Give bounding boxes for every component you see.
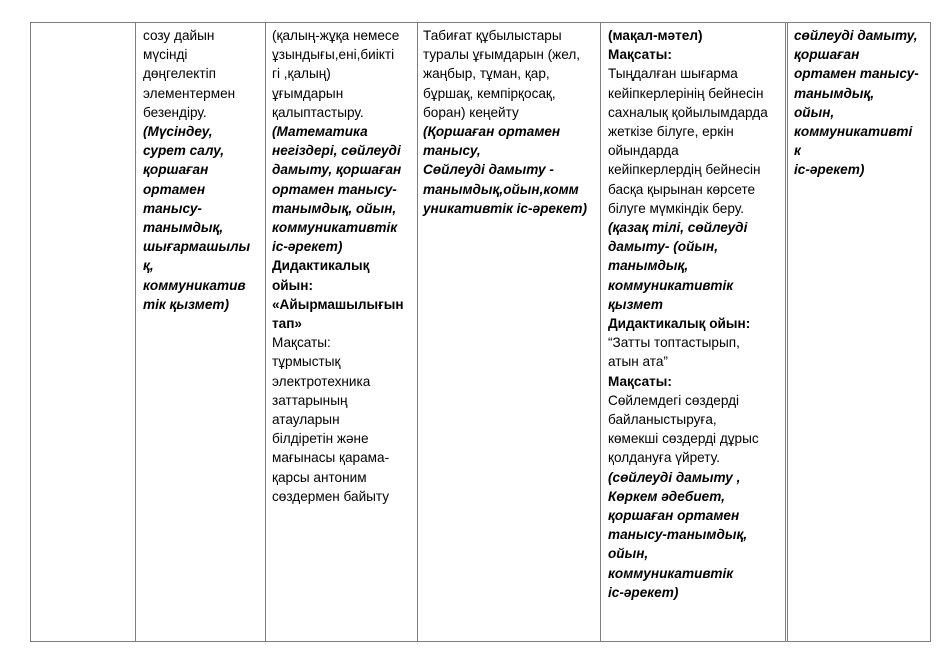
cell-line: қоршаған: [143, 162, 209, 178]
cell-line: коммуникатив: [143, 277, 246, 293]
cell-line: бұршақ, кемпірқосақ,: [423, 85, 556, 101]
cell-line: шығармашылы: [143, 239, 251, 255]
cell-line: Дидактикалық ойын:: [608, 316, 751, 332]
cell-text: [423, 26, 597, 218]
cell-line: ортамен танысу-: [794, 66, 919, 82]
cell-line: тұрмыстық: [272, 354, 341, 370]
cell-line: ұзындығы,ені,биікті: [272, 47, 395, 63]
plan-table: [30, 22, 931, 642]
cell-line: кейіпкерлерінің бейнесін: [608, 85, 764, 101]
cell-line: Табиғат құбылыстары: [423, 28, 562, 43]
cell-line: танымдық,: [608, 258, 689, 274]
table-cell-col-6: [785, 23, 932, 641]
cell-line: іс-әрекет): [794, 162, 865, 178]
cell-line: қ,: [143, 258, 154, 274]
cell-text: [272, 26, 414, 506]
cell-line: Мақсаты:: [608, 47, 672, 63]
cell-line: Сөйлеуді дамыту -: [423, 162, 554, 178]
cell-line: ортамен танысу-: [272, 181, 397, 197]
cell-line: танымдық,ойын,комм: [423, 181, 579, 197]
cell-line: коммуникативтік: [608, 277, 734, 293]
cell-line: қарсы антоним: [272, 469, 367, 485]
cell-line: (қазақ тілі, сөйлеуді: [608, 220, 748, 236]
cell-line: сөйлеуді дамыту,: [794, 28, 918, 43]
cell-line: (сөйлеуді дамыту ,: [608, 469, 741, 485]
cell-line: іс-әрекет): [608, 584, 679, 600]
cell-line: байланыстыруға,: [608, 412, 717, 428]
cell-line: «Айырмашылығын: [272, 296, 404, 312]
cell-line: туралы ұғымдарын (жел,: [423, 47, 581, 63]
cell-line: ойын:: [272, 277, 314, 293]
cell-text: [794, 26, 929, 180]
cell-line: ойын,: [794, 104, 835, 120]
cell-line: танысу-: [143, 200, 202, 216]
cell-line: танымдық,: [143, 220, 224, 236]
cell-line: заттарының: [272, 392, 348, 408]
cell-line: (мақал-мәтел): [608, 28, 703, 43]
cell-line: уникативтік іс-әрекет): [423, 200, 587, 216]
cell-line: жеткізе білуге, еркін: [608, 124, 734, 140]
cell-line: Мақсаты:: [608, 373, 672, 389]
table-cell-col-4: [417, 23, 600, 641]
cell-line: танысу,: [423, 143, 481, 159]
cell-line: коммуникативтік: [608, 565, 734, 581]
cell-line: жаңбыр, тұман, қар,: [423, 66, 550, 82]
cell-line: атауларын: [272, 412, 340, 428]
cell-line: сурет салу,: [143, 143, 225, 159]
cell-line: (қалың-жұқа немесе: [272, 28, 400, 43]
cell-line: қолдануға үйрету.: [608, 450, 720, 466]
cell-line: созу дайын: [143, 28, 215, 43]
cell-line: атын ата”: [608, 354, 668, 370]
cell-line: қоршаған: [794, 47, 860, 63]
cell-line: танымдық,: [794, 85, 875, 101]
table-cell-col-5: [600, 23, 785, 641]
cell-line: сахналық қойылымдарда: [608, 104, 768, 120]
cell-line: сөздермен байыту: [272, 488, 390, 504]
cell-line: білдіретін және: [272, 431, 369, 447]
cell-text: [608, 26, 782, 602]
cell-line: дөңгелектіп: [143, 66, 216, 82]
cell-line: ойын,: [608, 546, 649, 562]
cell-line: Көркем әдебиет,: [608, 488, 725, 504]
cell-line: кейіпкерлердің бейнесін: [608, 162, 761, 178]
cell-line: боран) кеңейту: [423, 104, 519, 120]
cell-line: білуге мүмкіндік беру.: [608, 200, 744, 216]
cell-line: танысу-танымдық,: [608, 527, 748, 543]
cell-line: электротехника: [272, 373, 371, 389]
cell-line: к: [794, 143, 801, 159]
table-cell-col-1: [31, 23, 135, 641]
cell-line: іс-әрекет): [272, 239, 343, 255]
cell-line: дамыту, қоршаған: [272, 162, 402, 178]
cell-line: коммуникативті: [794, 124, 913, 140]
cell-line: элементермен: [143, 85, 236, 101]
cell-line: тап»: [272, 316, 302, 332]
cell-line: қалыптастыру.: [272, 104, 364, 120]
cell-line: мағынасы қарама-: [272, 450, 390, 466]
cell-line: қызмет: [608, 296, 663, 312]
cell-line: Мақсаты:: [272, 335, 331, 351]
cell-line: негіздері, сөйлеуді: [272, 143, 401, 159]
cell-line: танымдық, ойын,: [272, 200, 397, 216]
cell-line: Тыңдалған шығарма: [608, 66, 738, 82]
cell-text: [143, 26, 262, 314]
cell-line: қоршаған ортамен: [608, 508, 740, 524]
cell-line: (Қоршаған ортамен: [423, 124, 561, 140]
cell-line: ортамен: [143, 181, 206, 197]
cell-line: дамыту- (ойын,: [608, 239, 718, 255]
cell-line: гі ,қалың): [272, 66, 331, 82]
cell-line: басқа қырынан көрсете: [608, 181, 756, 197]
cell-line: тік қызмет): [143, 296, 230, 312]
cell-line: безендіру.: [143, 104, 207, 120]
cell-line: (Математика: [272, 124, 368, 140]
cell-line: көмекші сөздерді дұрыс: [608, 431, 759, 447]
cell-line: мүсінді: [143, 47, 188, 63]
cell-line: “Затты топтастырып,: [608, 335, 740, 351]
cell-line: Сөйлемдегі сөздерді: [608, 392, 740, 408]
cell-line: ұғымдарын: [272, 85, 344, 101]
cell-line: коммуникативтік: [272, 220, 398, 236]
cell-line: ойындарда: [608, 143, 679, 159]
table-cell-col-2: [135, 23, 265, 641]
table-cell-col-3: [265, 23, 417, 641]
cell-line: (Мүсіндеу,: [143, 124, 213, 140]
cell-line: Дидактикалық: [272, 258, 370, 274]
